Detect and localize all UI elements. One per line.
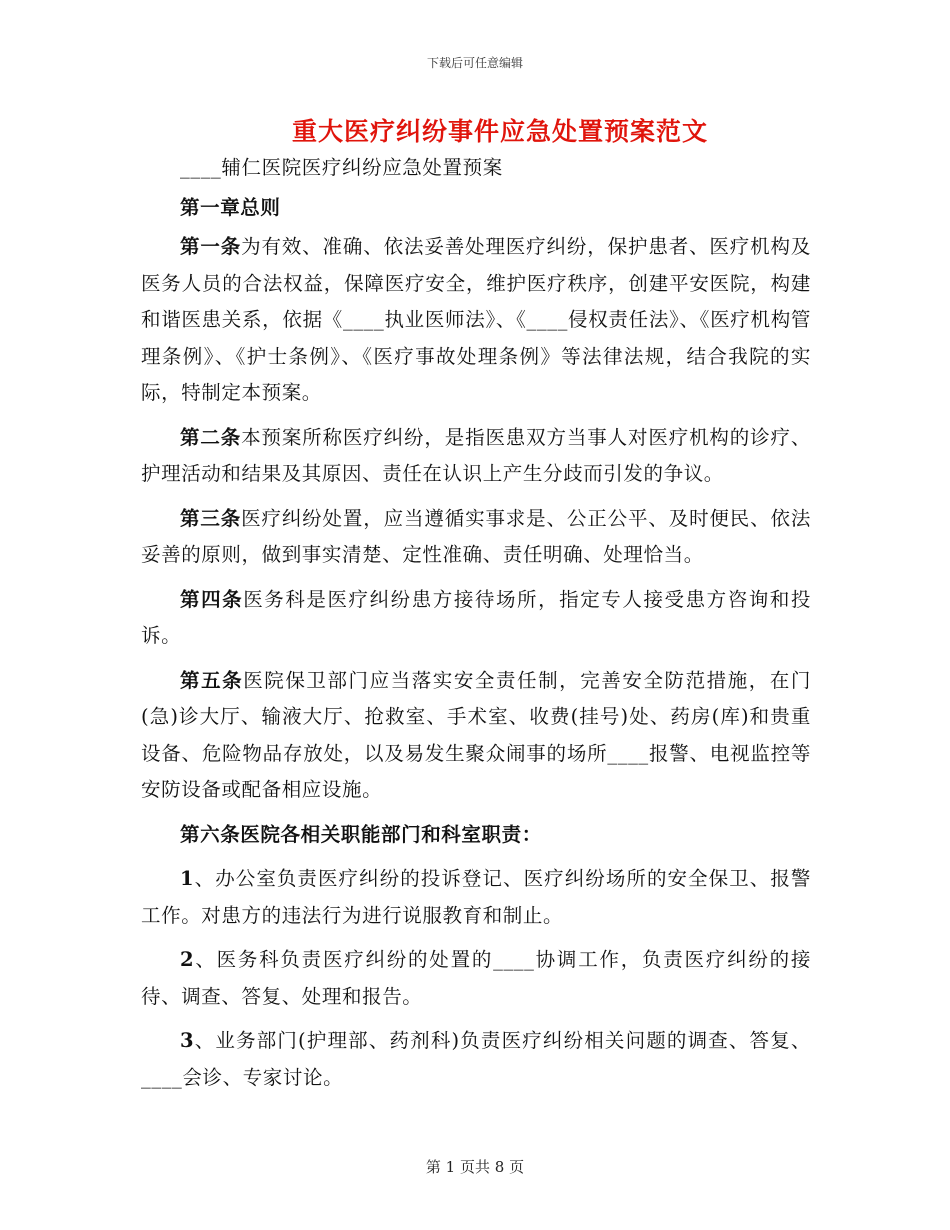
article-3 xyxy=(141,501,811,574)
article-text: 医院保卫部门应当落实安全责任制，完善安全防范措施，在门(急)诊大厅、输液大厅、抢救室、手术室、收费(挂号)处、药房(库)和贵重设备、危险物品存放处，以及易发生聚众闹事的场所____报警、电视监控等安防设备或配备相应设施。 xyxy=(141,668,811,801)
duty-number: 2 xyxy=(180,948,195,971)
duty-item xyxy=(141,861,811,934)
article-label: 第五条 xyxy=(180,668,244,692)
duty-text: 、办公室负责医疗纠纷的投诉登记、医疗纠纷场所的安全保卫、报警工作。对患方的违法行为进行说服教育和制止。 xyxy=(141,867,811,927)
article-label: 第三条 xyxy=(180,506,242,530)
page-number: 第 1 页共 8 页 xyxy=(425,1158,525,1176)
article-text: 为有效、准确、依法妥善处理医疗纠纷，保护患者、医疗机构及医务人员的合法权益，保障医疗安全，维护医疗秩序，创建平安医院，构建和谐医患关系，依据《____执业医师法》、《____侵权责任法》、《医疗机构管理条例》、《护士条例》、《医疗事故处理条例》等法律法规，结合我院的实际，特制定本预案。 xyxy=(141,235,811,404)
document-body xyxy=(141,150,811,1104)
article-text: 医疗纠纷处置，应当遵循实事求是、公正公平、及时便民、依法妥善的原则，做到事实清楚、定性准确、责任明确、处理恰当。 xyxy=(141,506,811,566)
chapter-heading: 第一章总则 xyxy=(180,195,281,219)
duty-text: 、业务部门(护理部、药剂科)负责医疗纠纷相关问题的调查、答复、____会诊、专家讨论。 xyxy=(141,1029,811,1089)
article-2 xyxy=(141,420,811,493)
subtitle: ____辅仁医院医疗纠纷应急处置预案 xyxy=(180,156,503,179)
article-text: 医务科是医疗纠纷患方接待场所，指定专人接受患方咨询和投诉。 xyxy=(141,587,811,647)
duty-item xyxy=(141,942,811,1015)
article-5 xyxy=(141,663,811,809)
article-6-heading: 第六条医院各相关职能部门和科室职责： xyxy=(180,822,542,846)
article-4 xyxy=(141,582,811,655)
article-1 xyxy=(141,229,811,412)
article-text: 本预案所称医疗纠纷，是指医患双方当事人对医疗机构的诊疗、护理活动和结果及其原因、责任在认识上产生分歧而引发的争议。 xyxy=(141,425,811,485)
duty-number: 1 xyxy=(180,867,195,890)
header-note: 下载后可任意编辑 xyxy=(426,56,523,70)
article-label: 第一条 xyxy=(180,235,242,258)
article-label: 第四条 xyxy=(180,587,244,611)
duty-text: 、医务科负责医疗纠纷的处置的____协调工作，负责医疗纠纷的接待、调查、答复、处理和报告。 xyxy=(141,948,811,1008)
article-label: 第二条 xyxy=(180,425,242,449)
duty-item xyxy=(141,1023,811,1096)
document-title: 重大医疗纠纷事件应急处置预案范文 xyxy=(291,117,708,146)
duty-number: 3 xyxy=(180,1029,195,1052)
